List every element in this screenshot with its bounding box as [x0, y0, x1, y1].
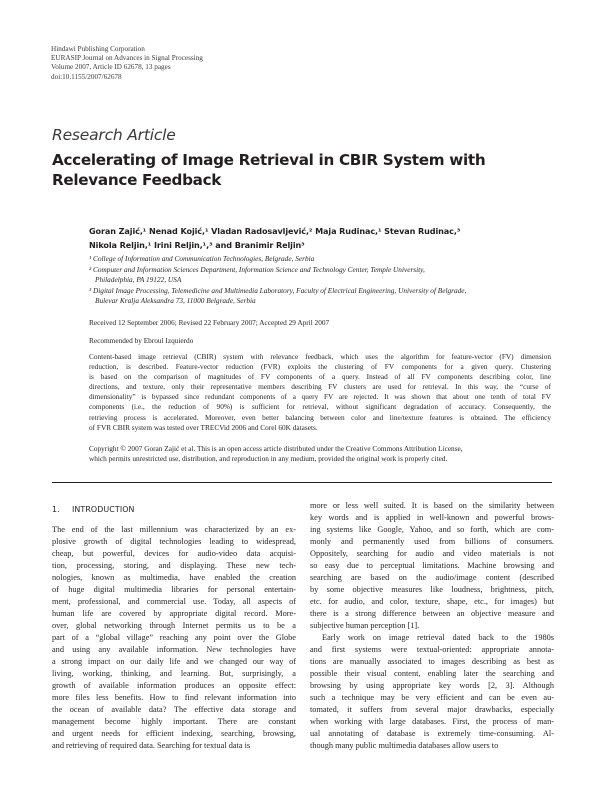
journal-doi: doi:10.1155/2007/62678 — [51, 72, 122, 81]
journal-name: EURASIP Journal on Advances in Signal Processing — [51, 54, 203, 63]
body-text-line: management become highly important. There are constant — [52, 717, 296, 726]
body-text-line: etc. for audio, and color, texture, shape, etc., for images) but — [310, 597, 554, 606]
affiliation-line: ³ Digital Image Processing, Telemedicine and Multimedia Laboratory, Faculty of Electrical Engineering, University of Belgrade, — [89, 285, 467, 295]
body-text-line: ual annotating of database is extremely time-consuming. Al- — [310, 729, 554, 738]
abstract-line: components (i.e., the reduction of 90%) is sufficient for retrieval, without significant degradation of accuracy. Consequently, the — [89, 402, 551, 412]
submission-dates: Received 12 September 2006; Revised 22 February 2007; Accepted 29 April 2007 — [89, 318, 330, 327]
author-list — [89, 224, 460, 252]
author-line: Nikola Reljin,¹ Irini Reljin,¹,³ and Branimir Reljin³ — [89, 240, 305, 250]
body-text-line: plosive growth of digital technologies leading to widespread, — [52, 537, 296, 546]
affiliation-line: Philadelphia, PA 19122, USA — [95, 275, 182, 284]
journal-header — [51, 45, 203, 82]
left-column — [52, 524, 296, 752]
body-text-line: there is a strong difference between an objective measure and — [310, 609, 554, 618]
body-text-line: ment, professional, and commercial use. Today, all aspects of — [52, 597, 296, 606]
copyright-line: which permits unrestricted use, distribution, and reproduction in any medium, provided the original work is properly cited. — [89, 454, 448, 464]
body-text-line: The end of the last millennium was characterized by an ex- — [52, 525, 296, 534]
abstract-line: Content-based image retrieval (CBIR) system with relevance feedback, which uses the algorithm for feature-vector (FV) dimension — [89, 352, 551, 361]
body-text-line: living, working, thinking, and learning. But, surprisingly, a — [52, 669, 296, 678]
section-title: INTRODUCTION — [72, 505, 135, 514]
body-text-line: tions are manually associated to images describing as best as — [310, 657, 554, 666]
section-divider — [52, 482, 552, 483]
body-text-line: subjective human perception [1]. — [310, 621, 420, 630]
body-text-line: nologies, known as multimedia, have enabled the creation — [52, 573, 296, 582]
abstract-line: reduction, is described. Feature-vector reduction (FVR) exploits the clustering of FV components for a given query. Clustering — [89, 362, 551, 372]
body-text-line: key words and is applied in well-known and powerful brows- — [310, 513, 554, 522]
affiliation-line: ² Computer and Information Sciences Department, Information Science and Technology Center, Temple University, — [89, 264, 425, 274]
body-text-line: such a technique may be very efficient and can be even au- — [310, 693, 554, 702]
body-text-line: ing systems like Google, Yahoo, and so forth, which are com- — [310, 525, 554, 534]
body-text-line: growth of available information produces an opposite effect: — [52, 681, 296, 690]
body-text-line: by some objective measures like loudness, brightness, pitch, — [310, 585, 554, 594]
publisher-name: Hindawi Publishing Corporation — [51, 45, 145, 53]
copyright-notice — [89, 444, 551, 464]
body-text-line: Early work on image retrieval dated back to the 1980s — [322, 633, 554, 642]
affiliation-line: ¹ College of Information and Communication Technologies, Belgrade, Serbia — [89, 254, 315, 263]
body-text-line: human life are covered by appropriate digital record. More- — [52, 609, 296, 618]
author-line: Goran Zajić,¹ Nenad Kojić,¹ Vladan Radosavljević,² Maja Rudinac,¹ Stevan Rudinac,³ — [89, 226, 461, 236]
abstract-line: directions, and texture, only their representative members describing FV clusters are used for retrieval. In this way, the “curse of — [89, 382, 551, 392]
abstract — [89, 352, 551, 433]
body-text-line: of huge digital multimedia libraries for personal entertain- — [52, 585, 296, 594]
body-text-line: though many public multimedia databases allow users to — [310, 741, 499, 750]
abstract-line: is based on the comparison of magnitudes of FV components of a query. Instead of all FV components describing color, line — [89, 372, 551, 382]
body-text-line: monly and permanently used from billions of consumers. — [310, 537, 554, 546]
body-text-line: and urgent needs for efficient indexing, searching, browsing, — [52, 729, 296, 738]
abstract-line: of FVR CBIR system was tested over TRECVid 2006 and Corel 60K datasets. — [89, 422, 318, 432]
body-text-line: possible their visual content, enabling later the searching and — [310, 669, 554, 678]
title-line: Accelerating of Image Retrieval in CBIR System with — [52, 151, 486, 169]
body-text-line: cheap, but powerful, devices for audio-video data acquisi- — [52, 549, 296, 558]
journal-volume: Volume 2007, Article ID 62678, 13 pages — [51, 63, 171, 72]
abstract-line: retrieving process is accelerated. Moreover, even better balancing between color and line/texture features is obtained. The efficiency — [89, 412, 551, 422]
body-text-line: tomated, it suffers from several major drawbacks, especially — [310, 705, 554, 714]
body-text-line: part of a “global village” reaching any point over the Globe — [52, 633, 296, 642]
body-text-line: more files less benefits. How to find relevant information into — [52, 693, 296, 702]
body-text-line: over, global networking through Internet permits us to be a — [52, 621, 296, 630]
affiliation-list — [89, 254, 559, 307]
body-text-line: searching are based on the audio/image content (described — [310, 573, 554, 582]
recommended-by: Recommended by Ebroul Izquierdo — [89, 336, 194, 345]
title-line: Relevance Feedback — [52, 171, 222, 189]
body-text-line: the ocean of available data? The effective data storage and — [52, 705, 296, 714]
body-text-line: tion, processing, storing, and displaying. These new tech- — [52, 561, 296, 570]
body-text-line: so easy due to perceptual limitations. Machine browsing and — [310, 561, 554, 570]
abstract-line: dimensionality” is bypassed since redundant components of a query FV are rejected. It was shown that about one tenth of total FV — [89, 392, 551, 402]
body-text-line: a strong impact on our daily life and we changed our way of — [52, 657, 296, 666]
body-text-line: more or less well suited. It is based on the similarity between — [310, 501, 554, 510]
copyright-line: Copyright © 2007 Goran Zajić et al. This is an open access article distributed under the Creative Commons Attribution License, — [89, 444, 463, 453]
body-text-line: when working with large databases. First, the process of man- — [310, 717, 554, 726]
body-text-line: and using any available information. New technologies have — [52, 645, 296, 654]
article-type: Research Article — [52, 126, 176, 144]
body-text-line: browsing by using appropriate key words [2, 3]. Although — [310, 681, 554, 690]
body-text-line: and first systems were textual-oriented: appropriate annota- — [310, 645, 554, 654]
right-column — [310, 500, 554, 752]
section-heading — [52, 505, 135, 514]
affiliation-line: Bulevar Kralja Aleksandra 73, 11000 Belgrade, Serbia — [95, 296, 256, 305]
paper-title — [52, 150, 552, 190]
body-text-line: and retrieving of required data. Searching for textual data is — [52, 741, 251, 750]
section-number: 1. — [52, 505, 60, 514]
body-text-line: Oppositely, searching for audio and video materials is not — [310, 549, 554, 558]
